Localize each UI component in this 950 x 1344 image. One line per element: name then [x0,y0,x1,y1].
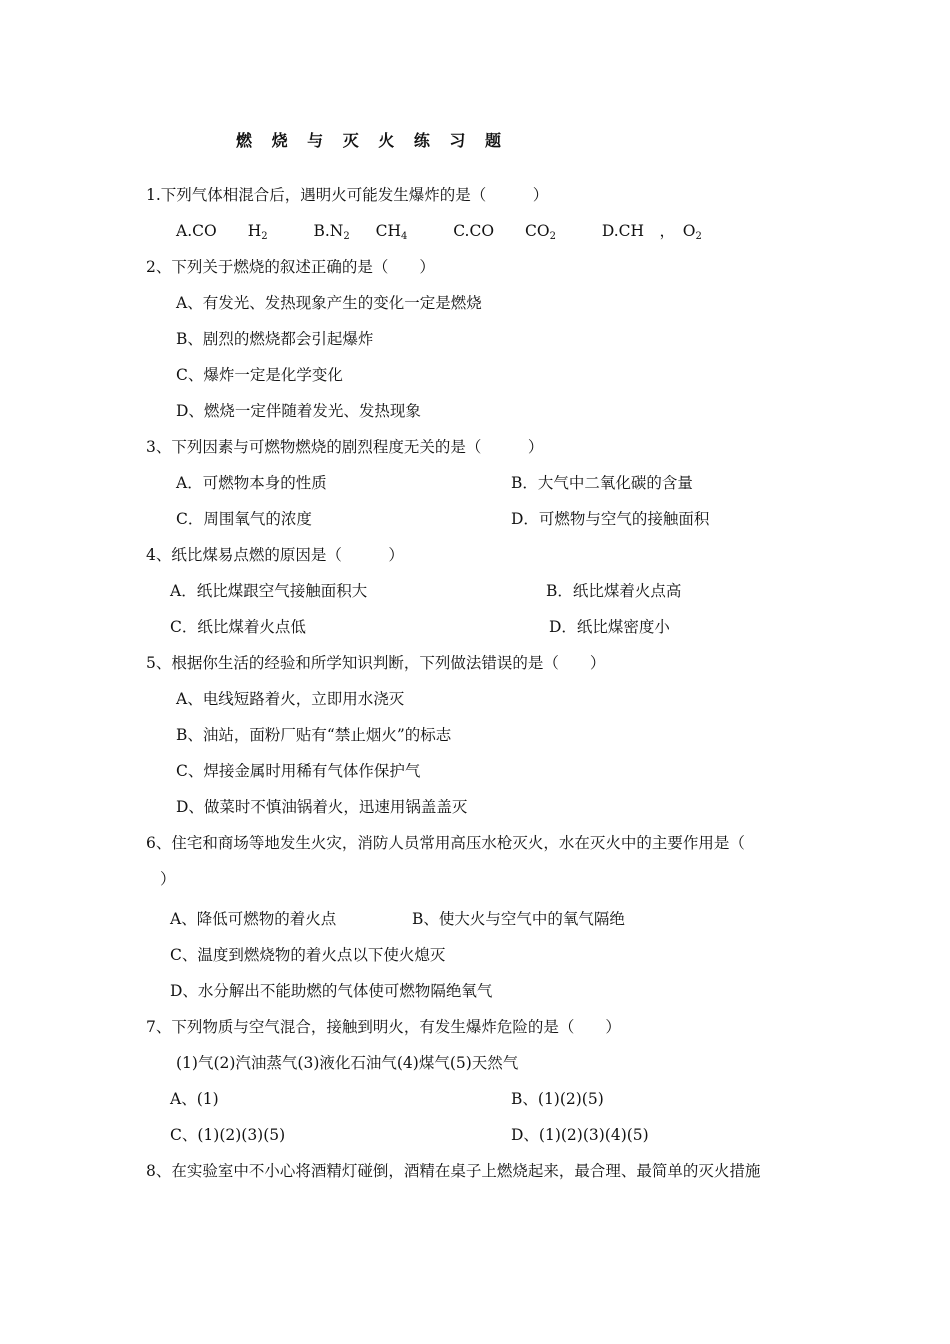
q5-option-c: C、焊接金属时用稀有气体作保护气 [176,762,421,780]
q4-option-a: A．纸比煤跟空气接触面积大 [170,582,368,600]
q7-option-b: B、(1)(2)(5) [511,1090,604,1108]
q6-option-d: D、水分解出不能助燃的气体使可燃物隔绝氧气 [170,982,493,1000]
subscript: 2 [261,231,268,242]
q5-option-a: A、电线短路着火，立即用水浇灭 [176,690,405,708]
q5-option-b: B、油站，面粉厂贴有“禁止烟火”的标志 [176,726,452,744]
subscript: 2 [343,231,350,242]
q6-option-b: B、使大火与空气中的氧气隔绝 [412,910,625,928]
subscript: 2 [695,231,702,242]
q2-option-a: A、有发光、发热现象产生的变化一定是燃烧 [176,294,482,312]
subscript: 2 [549,231,556,242]
q3-option-c: C．周围氧气的浓度 [176,510,312,528]
q7-item-list: (1)气(2)汽油蒸气(3)液化石油气(4)煤气(5)天然气 [176,1054,519,1072]
q3-option-b: B．大气中二氧化碳的含量 [511,474,693,492]
q1-option-c: C.CO CO [453,222,550,240]
q3-option-d: D．可燃物与空气的接触面积 [511,510,710,528]
q3-option-a: A．可燃物本身的性质 [176,474,327,492]
q2-option-d: D、燃烧一定伴随着发光、发热现象 [176,402,421,420]
page-title: 燃 烧 与 灭 火 练 习 题 [236,131,508,150]
question-6-stem-continued: ） [160,870,176,888]
question-6-stem: 6、住宅和商场等地发生火灾，消防人员常用高压水枪灭火，水在灭火中的主要作用是（ [146,834,745,852]
q2-option-b: B、剧烈的燃烧都会引起爆炸 [176,330,374,348]
q4-option-b: B．纸比煤着火点高 [546,582,682,600]
question-1-stem: 1.下列气体相混合后，遇明火可能发生爆炸的是（ ） [146,186,549,204]
q7-option-d: D、(1)(2)(3)(4)(5) [511,1126,649,1144]
q6-option-c: C、温度到燃烧物的着火点以下使火熄灭 [170,946,446,964]
question-8-stem: 8、在实验室中不小心将酒精灯碰倒，酒精在桌子上燃烧起来，最合理、最简单的灭火措施 [146,1162,761,1180]
q1-option-b: B.N [313,222,344,240]
question-7-stem: 7、下列物质与空气混合，接触到明火，有发生爆炸危险的是（ ） [146,1018,621,1036]
question-5-stem: 5、根据你生活的经验和所学知识判断，下列做法错误的是（ ） [146,654,606,672]
question-2-stem: 2、下列关于燃烧的叙述正确的是（ ） [146,258,435,276]
q7-option-c: C、(1)(2)(3)(5) [170,1126,286,1144]
q6-option-a: A、降低可燃物的着火点 [170,910,337,928]
subscript: 4 [401,231,408,242]
q4-option-c: C．纸比煤着火点低 [170,618,306,636]
q7-option-a: A、(1) [170,1090,219,1108]
question-3-stem: 3、下列因素与可燃物燃烧的剧烈程度无关的是（ ） [146,438,544,456]
q4-option-d: D．纸比煤密度小 [549,618,670,636]
q1-option-a: A.CO H [176,222,262,240]
q2-option-c: C、爆炸一定是化学变化 [176,366,343,384]
q5-option-d: D、做菜时不慎油锅着火，迅速用锅盖盖灭 [176,798,468,816]
question-4-stem: 4、纸比煤易点燃的原因是（ ） [146,546,404,564]
q1-option-b-ch4: CH [375,222,401,240]
question-1-options [176,221,702,247]
q1-option-d: D.CH ， O [601,222,696,240]
